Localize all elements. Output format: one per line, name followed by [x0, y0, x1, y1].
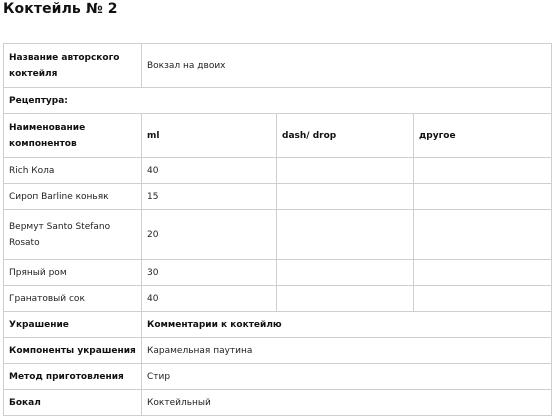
ingredient-row — [4, 184, 552, 210]
ingredient-ml: 40 — [142, 158, 277, 184]
method-label: Метод приготовления — [4, 364, 142, 390]
recipe-label-row — [4, 88, 552, 114]
ingredient-other — [414, 158, 552, 184]
garnish-components-row — [4, 338, 552, 364]
ingredient-ml: 40 — [142, 286, 277, 312]
recipe-label: Рецептура: — [4, 88, 552, 114]
ingredient-ml: 20 — [142, 210, 277, 260]
ingredient-name: Сироп Barline коньяк — [4, 184, 142, 210]
ingredient-name: Гранатовый сок — [4, 286, 142, 312]
ingredient-dash — [277, 158, 414, 184]
glass-value: Коктейльный — [142, 390, 552, 416]
garnish-row — [4, 312, 552, 338]
cocktail-name-row — [4, 44, 552, 88]
garnish-components-value: Карамельная паутина — [142, 338, 552, 364]
recipe-table — [3, 43, 552, 416]
ingredient-name: Вермут Santo Stefano Rosato — [4, 210, 142, 260]
cocktail-name-value: Вокзал на двоих — [142, 44, 552, 88]
document-title: Коктейль № 2 — [3, 1, 118, 17]
ingredient-other — [414, 184, 552, 210]
ingredient-ml: 15 — [142, 184, 277, 210]
column-header-dash: dash/ drop — [277, 114, 414, 158]
ingredient-dash — [277, 184, 414, 210]
ingredient-row — [4, 210, 552, 260]
columns-header-row — [4, 114, 552, 158]
garnish-label: Украшение — [4, 312, 142, 338]
ingredient-other — [414, 210, 552, 260]
garnish-components-label: Компоненты украшения — [4, 338, 142, 364]
column-header-ml: ml — [142, 114, 277, 158]
ingredient-other — [414, 260, 552, 286]
method-row — [4, 364, 552, 390]
ingredient-ml: 30 — [142, 260, 277, 286]
cocktail-comment-label: Комментарии к коктейлю — [142, 312, 552, 338]
ingredient-other — [414, 286, 552, 312]
cocktail-name-label: Название авторского коктейля — [4, 44, 142, 88]
glass-label: Бокал — [4, 390, 142, 416]
ingredient-row — [4, 286, 552, 312]
ingredient-row — [4, 158, 552, 184]
ingredient-dash — [277, 210, 414, 260]
ingredient-dash — [277, 260, 414, 286]
ingredient-name: Пряный ром — [4, 260, 142, 286]
column-header-other: другое — [414, 114, 552, 158]
method-value: Стир — [142, 364, 552, 390]
column-header-component: Наименование компонентов — [4, 114, 142, 158]
ingredient-name: Rich Кола — [4, 158, 142, 184]
ingredient-row — [4, 260, 552, 286]
glass-row — [4, 390, 552, 416]
ingredient-dash — [277, 286, 414, 312]
